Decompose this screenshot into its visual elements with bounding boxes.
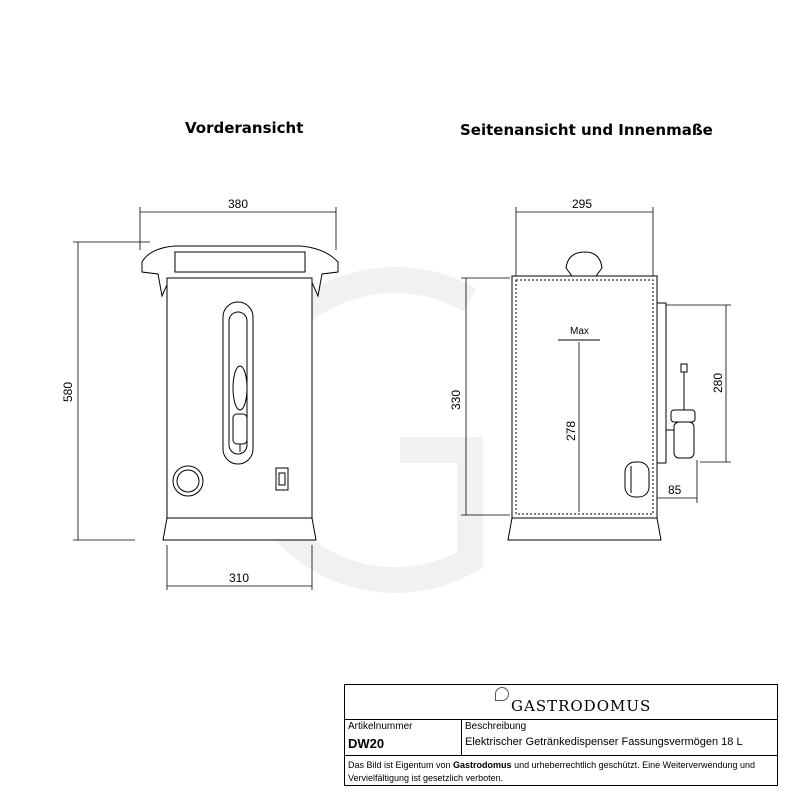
side-view-drawing <box>508 252 695 540</box>
title-block-logo-row <box>345 685 777 720</box>
front-height-label: 580 <box>61 381 75 402</box>
front-width-top-label: 380 <box>228 197 249 211</box>
description-cell <box>462 719 777 755</box>
article-number-label: Artikelnummer <box>348 721 413 732</box>
side-tap-height-label: 280 <box>711 372 725 393</box>
article-number-cell <box>345 719 462 755</box>
side-view-title: Seitenansicht und Innenmaße <box>460 121 713 139</box>
side-height-label: 330 <box>449 389 463 410</box>
article-number-value: DW20 <box>348 736 385 751</box>
brand-logo-icon <box>495 687 509 701</box>
title-block-info-row <box>345 719 777 756</box>
front-width-base-label: 310 <box>229 571 250 585</box>
front-view-title: Vorderansicht <box>185 119 304 137</box>
title-block <box>344 684 778 786</box>
notice-prefix: Das Bild ist Eigentum von <box>348 760 454 770</box>
brand-name: GASTRODOMUS <box>511 697 652 715</box>
front-view-drawing <box>142 246 338 540</box>
max-fill-marker-label: Max <box>570 326 589 337</box>
description-label: Beschreibung <box>465 721 527 732</box>
brand-logo <box>495 689 651 715</box>
side-max-fill-label: 278 <box>564 420 578 441</box>
notice-suffix: und urheberrechtlich geschützt. Eine Weiterverwendung und Vervielfältigung ist gesetzlich verboten. <box>348 760 756 783</box>
side-tap-offset-label: 85 <box>668 483 682 497</box>
copyright-notice <box>348 759 774 785</box>
notice-brand: Gastrodomus <box>453 760 512 770</box>
side-depth-label: 295 <box>572 197 593 211</box>
description-value: Elektrischer Getränkedispenser Fassungsvermögen 18 L <box>465 736 743 748</box>
